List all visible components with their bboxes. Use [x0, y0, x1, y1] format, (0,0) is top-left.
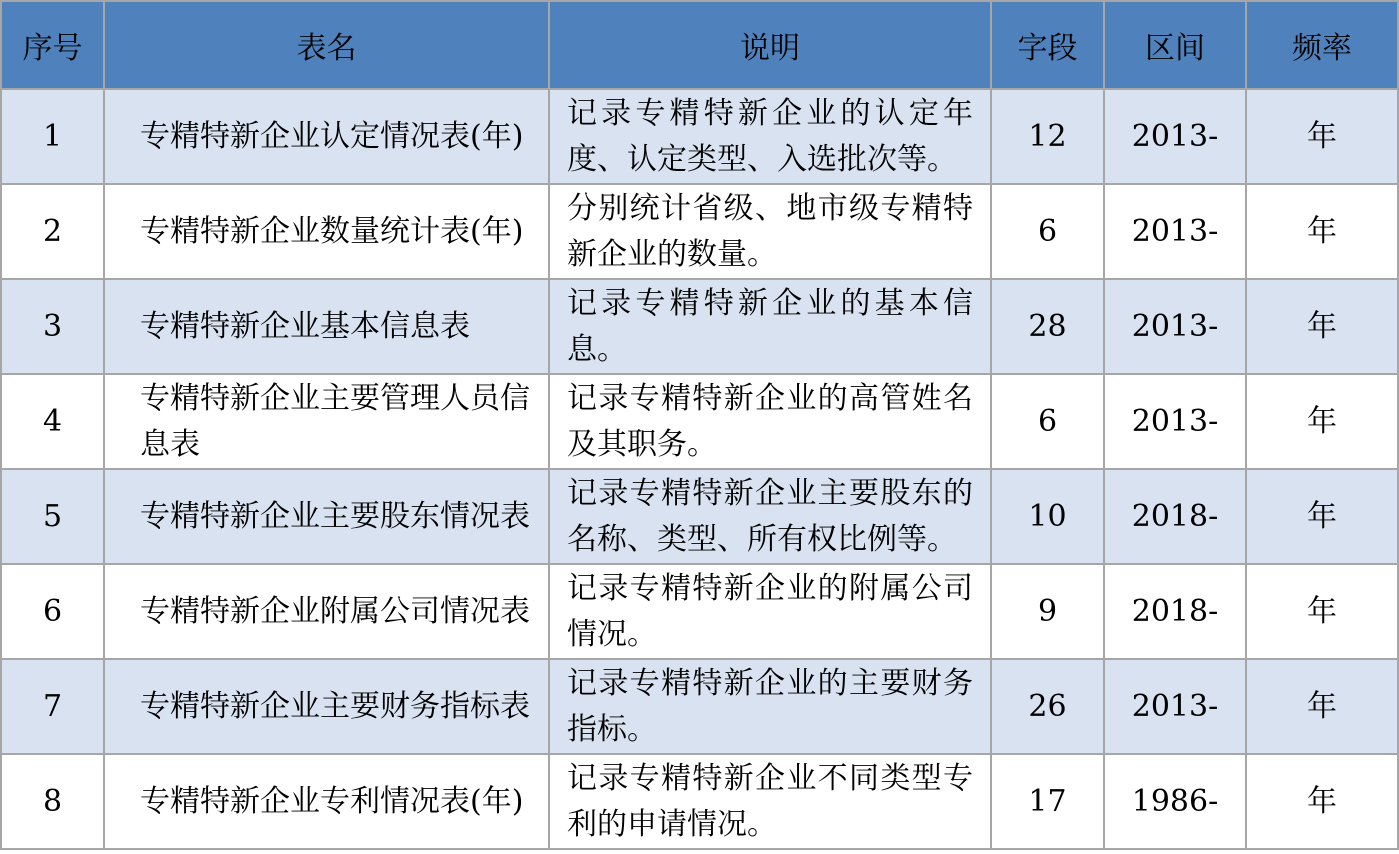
cell-fields: 12 — [991, 89, 1104, 184]
cell-range: 2018- — [1104, 469, 1246, 564]
cell-index: 8 — [1, 754, 104, 849]
cell-fields: 6 — [991, 184, 1104, 279]
cell-index: 7 — [1, 659, 104, 754]
cell-frequency: 年 — [1246, 89, 1398, 184]
cell-frequency: 年 — [1246, 374, 1398, 469]
cell-name: 专精特新企业认定情况表(年) — [104, 89, 549, 184]
cell-fields: 17 — [991, 754, 1104, 849]
cell-range: 2013- — [1104, 279, 1246, 374]
cell-fields: 6 — [991, 374, 1104, 469]
header-description: 说明 — [549, 1, 991, 89]
cell-frequency: 年 — [1246, 184, 1398, 279]
cell-range: 2013- — [1104, 184, 1246, 279]
header-name: 表名 — [104, 1, 549, 89]
table-row — [1, 564, 1398, 659]
cell-name: 专精特新企业附属公司情况表 — [104, 564, 549, 659]
table-row — [1, 659, 1398, 754]
cell-frequency: 年 — [1246, 279, 1398, 374]
table-row — [1, 279, 1398, 374]
table-body — [1, 89, 1398, 849]
cell-range: 2018- — [1104, 564, 1246, 659]
cell-name: 专精特新企业数量统计表(年) — [104, 184, 549, 279]
cell-description: 记录专精特新企业的高管姓名及其职务。 — [549, 374, 991, 469]
cell-description: 记录专精特新企业不同类型专利的申请情况。 — [549, 754, 991, 849]
cell-name: 专精特新企业主要财务指标表 — [104, 659, 549, 754]
header-frequency: 频率 — [1246, 1, 1398, 89]
cell-fields: 9 — [991, 564, 1104, 659]
cell-fields: 26 — [991, 659, 1104, 754]
table-row — [1, 469, 1398, 564]
cell-name: 专精特新企业主要管理人员信息表 — [104, 374, 549, 469]
cell-index: 6 — [1, 564, 104, 659]
cell-description: 记录专精特新企业的附属公司情况。 — [549, 564, 991, 659]
cell-name: 专精特新企业专利情况表(年) — [104, 754, 549, 849]
cell-frequency: 年 — [1246, 659, 1398, 754]
cell-description: 记录专精特新企业的主要财务指标。 — [549, 659, 991, 754]
table-row — [1, 754, 1398, 849]
cell-frequency: 年 — [1246, 754, 1398, 849]
cell-frequency: 年 — [1246, 469, 1398, 564]
cell-range: 2013- — [1104, 659, 1246, 754]
cell-index: 3 — [1, 279, 104, 374]
cell-index: 2 — [1, 184, 104, 279]
header-fields: 字段 — [991, 1, 1104, 89]
cell-range: 1986- — [1104, 754, 1246, 849]
table-row — [1, 89, 1398, 184]
cell-range: 2013- — [1104, 89, 1246, 184]
header-row — [1, 1, 1398, 89]
cell-frequency: 年 — [1246, 564, 1398, 659]
cell-fields: 10 — [991, 469, 1104, 564]
cell-description: 分别统计省级、地市级专精特新企业的数量。 — [549, 184, 991, 279]
cell-fields: 28 — [991, 279, 1104, 374]
table-row — [1, 374, 1398, 469]
cell-index: 5 — [1, 469, 104, 564]
cell-description: 记录专精特新企业主要股东的名称、类型、所有权比例等。 — [549, 469, 991, 564]
cell-description: 记录专精特新企业的基本信息。 — [549, 279, 991, 374]
cell-range: 2013- — [1104, 374, 1246, 469]
header-range: 区间 — [1104, 1, 1246, 89]
cell-index: 1 — [1, 89, 104, 184]
cell-name: 专精特新企业基本信息表 — [104, 279, 549, 374]
table-header — [1, 1, 1398, 89]
cell-name: 专精特新企业主要股东情况表 — [104, 469, 549, 564]
table-row — [1, 184, 1398, 279]
header-index: 序号 — [1, 1, 104, 89]
cell-description: 记录专精特新企业的认定年度、认定类型、入选批次等。 — [549, 89, 991, 184]
cell-index: 4 — [1, 374, 104, 469]
